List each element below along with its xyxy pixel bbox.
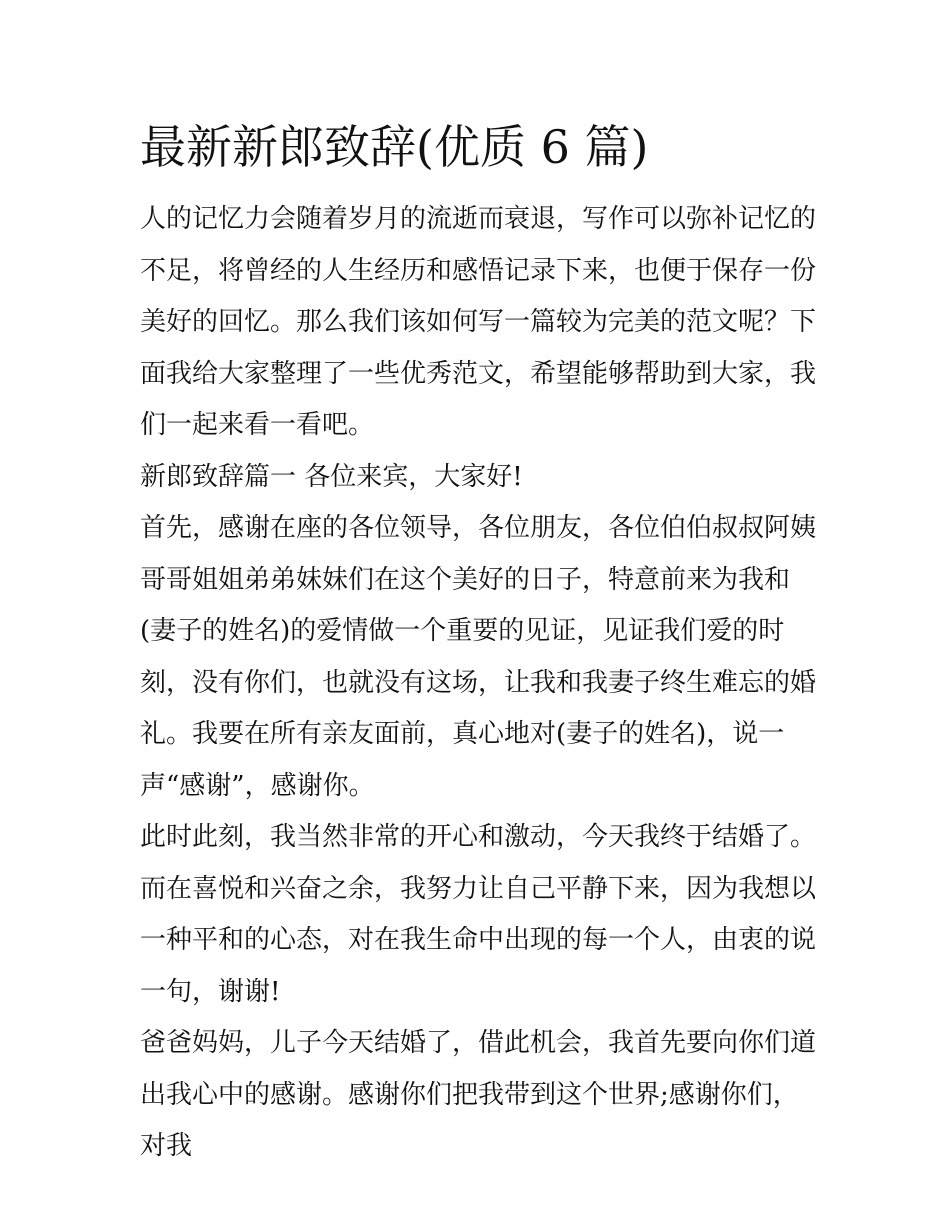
body-paragraph: 此时此刻，我当然非常的开心和激动，今天我终于结婚了。而在喜悦和兴奋之余，我努力让自己平静下来，因为我想以一种平和的心态，对在我生命中出现的每一个人，由衷的说一句，谢谢! (140, 822, 817, 1007)
body-paragraph: 首先，感谢在座的各位领导，各位朋友，各位伯伯叔叔阿姨哥哥姐姐弟弟妹妹们在这个美好的日子，特意前来为我和(妻子的姓名)的爱情做一个重要的见证，见证我们爱的时刻，没有你们，也就没有这场，让我和我妻子终生难忘的婚礼。我要在所有亲友面前，真心地对(妻子的姓名)，说一声“感谢”，感谢你。 (140, 513, 817, 801)
document-body (140, 194, 820, 1173)
section-heading-paragraph: 新郎致辞篇一 各位来宾，大家好! (140, 461, 523, 492)
intro-paragraph: 人的记忆力会随着岁月的流逝而衰退，写作可以弥补记忆的不足，将曾经的人生经历和感悟记录下来，也便于保存一份美好的回忆。那么我们该如何写一篇较为完美的范文呢？下面我给大家整理了一些优秀范文，希望能够帮助到大家，我们一起来看一看吧。 (140, 204, 817, 440)
document-title: 最新新郎致辞(优质 6 篇) (140, 120, 649, 174)
body-paragraph: 爸爸妈妈，儿子今天结婚了，借此机会，我首先要向你们道出我心中的感谢。感谢你们把我带到这个世界;感谢你们，对我 (140, 1028, 817, 1161)
